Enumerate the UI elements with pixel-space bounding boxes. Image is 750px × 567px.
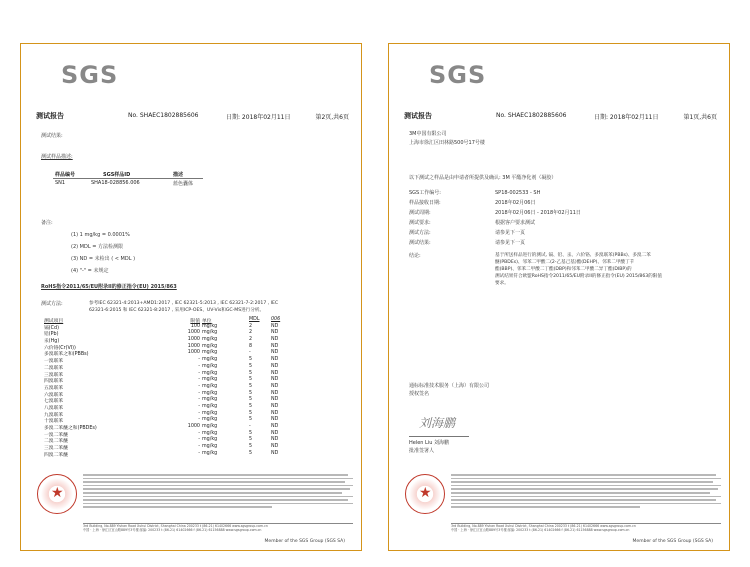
cell-limit: 1000: [187, 343, 200, 349]
footer-address-cn: 中国 · 上海 · 徐汇区宜山路889号3号楼 邮编: 200233 t (86-21) 61402666 f (86-21) 61156888 www.sgsgroup.com.cn: [83, 528, 262, 532]
sample-description-label: 测试样品描述:: [41, 154, 73, 160]
cell-mdl: 2: [249, 330, 253, 336]
cell-test-item: 一溴联苯: [44, 359, 64, 365]
cell-result: ND: [271, 417, 279, 423]
field-value: 2018年02月06日 - 2018年02月11日: [495, 210, 581, 216]
col-header-unit: 单位: [202, 319, 212, 324]
field-label: SGS工作编号:: [409, 190, 441, 196]
cell-unit: mg/kg: [202, 350, 218, 356]
company-address: 上海市徐汇区田林路500号17号楼: [409, 140, 485, 146]
field-label: 样品接收日期:: [409, 200, 441, 206]
table-row: [44, 384, 284, 391]
cell-test-item: 七溴联苯: [44, 399, 64, 405]
footer-address-en: 3rd Building, No.889 Yishan Road Xuhui District, Shanghai China 200233 t (86-21) 61402666 www.sgsgroup.com.cn: [83, 524, 268, 528]
cell-result: ND: [271, 330, 279, 336]
cell-mdl: 8: [249, 343, 253, 349]
table-row: [44, 371, 284, 378]
sgs-logo: SGS: [429, 61, 487, 89]
field-value: SP18-002533 - SH: [495, 190, 541, 196]
cell-test-item: 十溴联苯: [44, 419, 64, 425]
footer-address-cn: 中国 · 上海 · 徐汇区宜山路889号3号楼 邮编: 200233 t (86-21) 61402666 f (86-21) 61156888 www.sgsgroup.com.cn: [451, 528, 630, 532]
cell-mdl: -: [249, 350, 251, 356]
cell-unit: mg/kg: [202, 424, 218, 429]
cell-mdl: 5: [249, 417, 253, 423]
table-row: [44, 444, 284, 451]
table-row: [44, 424, 284, 431]
report-page-2: [20, 43, 362, 551]
page-number: 第1页,共6页: [683, 114, 717, 121]
cell-mdl: 5: [249, 444, 253, 450]
cell-unit: mg/kg: [202, 390, 218, 396]
cell-mdl: 5: [249, 450, 253, 456]
sgs-logo: SGS: [61, 61, 119, 89]
cell-mdl: 5: [249, 363, 253, 369]
field-value: 请参见下一页: [495, 240, 526, 246]
cell-result: ND: [271, 397, 279, 403]
note-2: (2) MDL = 方法检测限: [71, 244, 123, 250]
sample-header-desc: 描述: [173, 172, 184, 178]
cell-limit: -: [198, 357, 200, 363]
signer-title: 批准签署人: [409, 448, 435, 454]
field-label: 测试周期:: [409, 210, 431, 216]
cell-test-item: 五溴联苯: [44, 385, 64, 391]
cell-unit: mg/kg: [202, 444, 218, 450]
cell-test-item: 三溴二苯醚: [44, 446, 68, 452]
sgs-seal-icon: ★: [405, 474, 445, 514]
field-value: 根据客户要求测试: [495, 220, 536, 226]
footer-address-en: 3rd Building, No.889 Yishan Road Xuhui District, Shanghai China 200233 t (86-21) 61402666 www.sgsgroup.com.cn: [451, 524, 636, 528]
cell-result: ND: [271, 370, 279, 376]
sample-header-rule: [53, 178, 203, 179]
cell-limit: -: [198, 403, 200, 409]
table-row: [44, 431, 284, 438]
table-row: [44, 357, 284, 364]
cell-limit: -: [198, 377, 200, 383]
cell-test-item: 六溴联苯: [44, 392, 64, 398]
footer-address: [451, 524, 721, 532]
sample-id: SHA18-028856.006: [91, 180, 140, 186]
cell-result: ND: [271, 424, 279, 429]
sgs-seal-icon: ★: [37, 474, 77, 514]
cell-mdl: 2: [249, 337, 253, 343]
table-row: [44, 377, 284, 384]
cell-unit: mg/kg: [202, 357, 218, 363]
cell-unit: mg/kg: [202, 363, 218, 369]
cell-result: ND: [271, 444, 279, 450]
cell-limit: 1000: [187, 350, 200, 356]
cell-limit: 100: [190, 323, 200, 329]
table-row: [44, 350, 284, 357]
cell-unit: mg/kg: [202, 323, 218, 329]
cell-limit: -: [198, 437, 200, 443]
cell-mdl: 5: [249, 377, 253, 383]
cell-test-item: 四溴二苯醚: [44, 452, 68, 458]
field-value: 2018年02月06日: [495, 200, 536, 206]
legal-fineprint: [451, 474, 721, 510]
col-header-sample: 006: [271, 317, 281, 322]
table-row: [44, 417, 284, 424]
cell-unit: mg/kg: [202, 430, 218, 436]
conclusion-line-1: 基于所送样品进行的测试, 镉、铅、汞、六价铬、多溴联苯(PBBs)、多溴二苯: [495, 253, 651, 258]
cell-unit: mg/kg: [202, 370, 218, 376]
table-row: [44, 337, 284, 344]
cell-result: ND: [271, 323, 279, 329]
footer-address: [83, 524, 353, 532]
cell-result: ND: [271, 390, 279, 396]
cell-test-item: 六价铬(Cr(VI)): [44, 345, 76, 351]
method-line-2: 62321-6:2015 和 IEC 62321-8:2017 , 采用ICP-OES、UV-Vis和GC-MS进行分析。: [89, 308, 265, 313]
conclusion-label: 结论:: [409, 253, 421, 259]
col-header-item: 测试项目: [44, 319, 64, 324]
cell-unit: mg/kg: [202, 410, 218, 416]
report-title: 测试报告: [36, 112, 64, 120]
notes-label: 备注:: [41, 220, 53, 226]
report-title: 测试报告: [404, 112, 432, 120]
conclusion-line-4: 测试结果符合欧盟RoHS指令2011/65/EU附录II的修正指令(EU) 2015/863的限值: [495, 274, 662, 279]
conclusion-line-3: 酯(BBP)、邻苯二甲酸二丁酯(DBP)和邻苯二甲酸二异丁酯(DIBP)的: [495, 267, 632, 272]
col-header-mdl: MDL: [249, 317, 260, 322]
cell-result: ND: [271, 450, 279, 456]
member-statement: Member of the SGS Group (SGS SA): [632, 539, 713, 544]
conclusion-line-5: 要求。: [495, 281, 509, 286]
cell-result: ND: [271, 437, 279, 443]
cell-limit: -: [198, 417, 200, 423]
note-1: (1) 1 mg/kg = 0.0001%: [71, 232, 130, 238]
table-row: [44, 330, 284, 337]
cell-unit: mg/kg: [202, 450, 218, 456]
legal-fineprint: [83, 474, 353, 510]
conclusion-line-2: 醚(PBDEs)、邻苯二甲酸二(2-乙基己基)酯(DEHP)、邻苯二甲酸丁苄: [495, 260, 635, 265]
cell-mdl: 5: [249, 397, 253, 403]
cell-mdl: -: [249, 424, 251, 429]
signer-name: Helen Liu 刘海鹏: [409, 440, 449, 446]
cell-unit: mg/kg: [202, 343, 218, 349]
cell-test-item: 铅(Pb): [44, 332, 59, 338]
field-label: 测试要求:: [409, 220, 431, 226]
report-number: No. SHAEC1802885606: [496, 112, 567, 119]
cell-result: ND: [271, 410, 279, 416]
cell-result: ND: [271, 430, 279, 436]
cell-result: ND: [271, 363, 279, 369]
field-label: 测试方法:: [409, 230, 431, 236]
cell-mdl: 5: [249, 410, 253, 416]
cell-test-item: 镉(Cd): [44, 325, 59, 331]
cell-unit: mg/kg: [202, 397, 218, 403]
page-number: 第2页,共6页: [315, 114, 349, 121]
handwritten-signature: 刘海鹏: [419, 416, 456, 430]
cell-limit: -: [198, 363, 200, 369]
cell-mdl: 5: [249, 437, 253, 443]
cell-test-item: 二溴二苯醚: [44, 439, 68, 445]
company-name: 3M中国有限公司: [409, 131, 447, 137]
cell-result: ND: [271, 377, 279, 383]
cell-test-item: 二溴联苯: [44, 365, 64, 371]
member-statement: Member of the SGS Group (SGS SA): [264, 539, 345, 544]
cell-test-item: 九溴联苯: [44, 412, 64, 418]
table-row: [44, 451, 284, 458]
cell-unit: mg/kg: [202, 403, 218, 409]
table-row: [44, 391, 284, 398]
sample-header-id: SGS样品ID: [103, 172, 131, 178]
cell-mdl: 5: [249, 403, 253, 409]
method-line-1: 参考IEC 62321-4:2013+AMD1:2017 , IEC 62321-5:2013 , IEC 62321-7-2:2017 , IEC: [89, 301, 279, 306]
rohs-heading: RoHS指令2011/65/EU附录II的修正指令(EU) 2015/863: [41, 284, 177, 290]
cell-limit: -: [198, 390, 200, 396]
cell-limit: -: [198, 430, 200, 436]
cell-result: ND: [271, 337, 279, 343]
table-row: [44, 397, 284, 404]
note-3: (3) ND = 未检出 ( < MDL ): [71, 256, 136, 262]
cell-unit: mg/kg: [202, 437, 218, 443]
field-label: 测试结果:: [409, 240, 431, 246]
table-header-row: [44, 317, 284, 324]
cell-test-item: 四溴联苯: [44, 379, 64, 385]
sample-desc: 蓝色囊体: [173, 181, 194, 187]
sample-no: SN1: [55, 180, 66, 186]
signature-rule: [409, 436, 469, 437]
report-page-1: [388, 43, 730, 551]
page-header: [36, 111, 349, 121]
cell-limit: -: [198, 444, 200, 450]
note-4: (4) "-" = 未规定: [71, 268, 109, 274]
cell-mdl: 5: [249, 357, 253, 363]
cell-unit: mg/kg: [202, 337, 218, 343]
authorized-signature-label: 授权签名: [409, 391, 430, 397]
page-footer: [29, 474, 353, 546]
cell-limit: -: [198, 397, 200, 403]
cell-test-item: 一溴二苯醚: [44, 432, 68, 438]
report-number: No. SHAEC1802885606: [128, 112, 199, 119]
table-row: [44, 324, 284, 331]
cell-limit: 1000: [187, 337, 200, 343]
cell-test-item: 三溴联苯: [44, 372, 64, 378]
cell-result: ND: [271, 357, 279, 363]
table-row: [44, 344, 284, 351]
report-date: 日期: 2018年02月11日: [226, 114, 291, 121]
cell-mdl: 5: [249, 383, 253, 389]
cell-result: ND: [271, 403, 279, 409]
cell-mdl: 2: [249, 323, 253, 329]
col-header-limit: 限值: [190, 319, 200, 324]
table-row: [44, 364, 284, 371]
sample-header-no: 样品编号: [55, 172, 76, 178]
cell-unit: mg/kg: [202, 417, 218, 423]
cell-limit: -: [198, 370, 200, 376]
table-row: [44, 437, 284, 444]
cell-limit: 1000: [187, 330, 200, 336]
test-result-label: 测试结果:: [41, 133, 63, 139]
cell-result: ND: [271, 350, 279, 356]
report-date: 日期: 2018年02月11日: [594, 114, 659, 121]
cell-limit: -: [198, 410, 200, 416]
method-label: 测试方法:: [41, 301, 63, 307]
results-table: [44, 317, 284, 457]
table-row: [44, 411, 284, 418]
cell-unit: mg/kg: [202, 383, 218, 389]
cell-test-item: 八溴联苯: [44, 405, 64, 411]
cell-result: ND: [271, 343, 279, 349]
cell-test-item: 汞(Hg): [44, 339, 60, 345]
page-footer: [397, 474, 721, 546]
cell-limit: -: [198, 450, 200, 456]
intro-text: 以下测试之样品是由申请者所提供及确认: 3M 平酯净化剂（凝胶）: [409, 175, 557, 181]
cell-mdl: 5: [249, 390, 253, 396]
field-value: 请参见下一页: [495, 230, 526, 236]
table-row: [44, 404, 284, 411]
org-name: 通标标准技术服务（上海）有限公司: [409, 383, 490, 389]
page-header: [404, 111, 717, 121]
cell-test-item: 多溴二苯醚之和(PBDEs): [44, 426, 97, 431]
cell-test-item: 多溴联苯之和(PBBs): [44, 352, 89, 358]
cell-limit: 1000: [187, 424, 200, 429]
cell-result: ND: [271, 383, 279, 389]
cell-mdl: 5: [249, 370, 253, 376]
cell-mdl: 5: [249, 430, 253, 436]
cell-unit: mg/kg: [202, 377, 218, 383]
cell-unit: mg/kg: [202, 330, 218, 336]
cell-limit: -: [198, 383, 200, 389]
